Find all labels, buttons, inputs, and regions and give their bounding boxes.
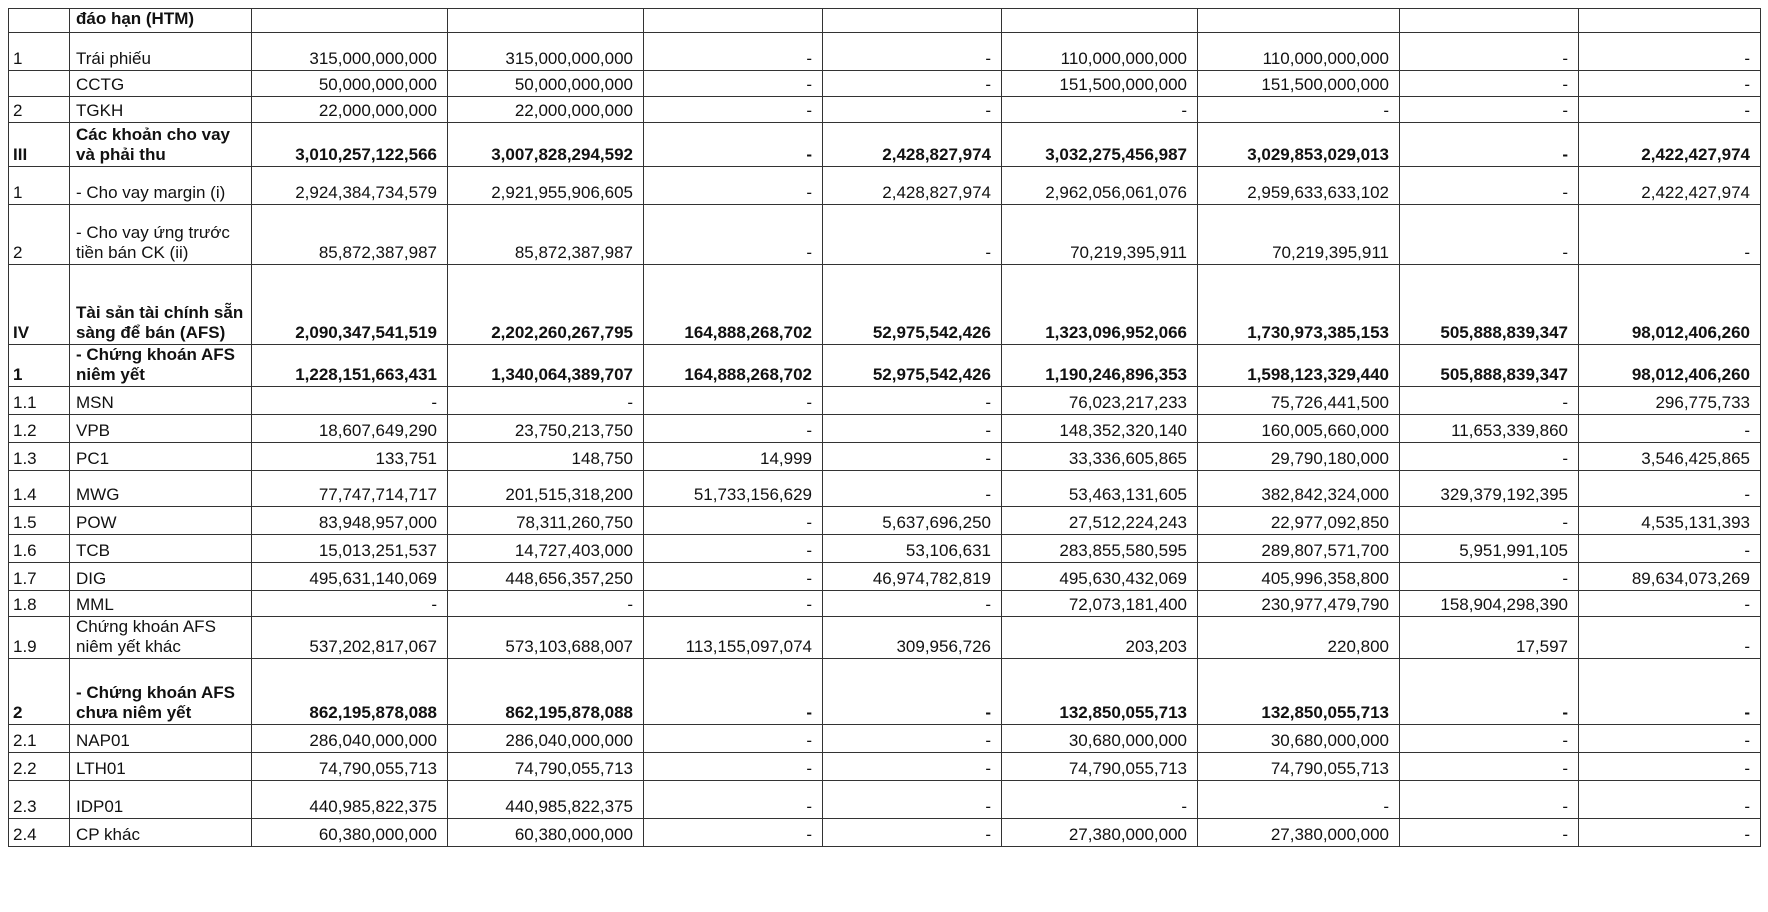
value-cell: 74,790,055,713 [1198,753,1400,781]
value-cell: - [823,753,1002,781]
row-label-cell: CP khác [70,819,252,847]
table-row [9,205,1761,265]
value-cell: 46,974,782,819 [823,563,1002,591]
value-cell: 74,790,055,713 [252,753,448,781]
value-cell: - [1400,819,1579,847]
value-cell: 1,730,973,385,153 [1198,265,1400,345]
value-cell: - [644,33,823,71]
value-cell: - [1400,387,1579,415]
value-cell: 220,800 [1198,617,1400,659]
value-cell: - [644,725,823,753]
value-cell: - [823,33,1002,71]
table-row [9,345,1761,387]
value-cell: 2,090,347,541,519 [252,265,448,345]
value-cell: 60,380,000,000 [448,819,644,847]
value-cell: 495,631,140,069 [252,563,448,591]
value-cell: - [644,167,823,205]
value-cell: - [823,443,1002,471]
value-cell: - [644,659,823,725]
value-cell: - [823,71,1002,97]
value-cell: 30,680,000,000 [1002,725,1198,753]
row-index-cell: 2.3 [9,781,70,819]
value-cell [1198,9,1400,33]
value-cell: 3,007,828,294,592 [448,123,644,167]
value-cell: 286,040,000,000 [252,725,448,753]
value-cell: 22,000,000,000 [448,97,644,123]
value-cell: 33,336,605,865 [1002,443,1198,471]
value-cell: - [823,659,1002,725]
value-cell: - [1400,443,1579,471]
value-cell: 132,850,055,713 [1198,659,1400,725]
value-cell: 2,428,827,974 [823,123,1002,167]
row-index-cell: 2 [9,97,70,123]
value-cell: 2,959,633,633,102 [1198,167,1400,205]
value-cell: - [1400,753,1579,781]
value-cell: 164,888,268,702 [644,345,823,387]
table-row [9,819,1761,847]
row-label-cell: TGKH [70,97,252,123]
value-cell: 22,000,000,000 [252,97,448,123]
value-cell: 440,985,822,375 [448,781,644,819]
value-cell: - [1400,167,1579,205]
financial-table-container [8,8,1761,847]
table-row [9,507,1761,535]
value-cell: - [1198,97,1400,123]
table-row [9,123,1761,167]
value-cell: - [1002,781,1198,819]
row-label-cell: - Chứng khoán AFS niêm yết [70,345,252,387]
value-cell: 27,512,224,243 [1002,507,1198,535]
value-cell: - [1579,617,1761,659]
value-cell: 315,000,000,000 [252,33,448,71]
value-cell: 70,219,395,911 [1002,205,1198,265]
value-cell: 110,000,000,000 [1002,33,1198,71]
value-cell: - [252,387,448,415]
value-cell: 77,747,714,717 [252,471,448,507]
value-cell: 98,012,406,260 [1579,345,1761,387]
table-row [9,9,1761,33]
row-label-cell: MML [70,591,252,617]
value-cell: - [644,781,823,819]
value-cell: - [1002,97,1198,123]
row-label-cell: - Chứng khoán AFS chưa niêm yết [70,659,252,725]
value-cell: 2,428,827,974 [823,167,1002,205]
value-cell: - [1579,471,1761,507]
value-cell: 74,790,055,713 [448,753,644,781]
value-cell [823,9,1002,33]
value-cell: 83,948,957,000 [252,507,448,535]
value-cell: 18,607,649,290 [252,415,448,443]
value-cell: - [1579,781,1761,819]
value-cell: - [1579,535,1761,563]
row-label-cell: POW [70,507,252,535]
table-row [9,33,1761,71]
row-index-cell: 1.8 [9,591,70,617]
value-cell: - [1400,33,1579,71]
row-index-cell: 1.2 [9,415,70,443]
row-index-cell [9,9,70,33]
value-cell: 1,323,096,952,066 [1002,265,1198,345]
value-cell: 148,352,320,140 [1002,415,1198,443]
value-cell: 51,733,156,629 [644,471,823,507]
value-cell: - [1400,725,1579,753]
row-label-cell: PC1 [70,443,252,471]
value-cell: 27,380,000,000 [1198,819,1400,847]
value-cell: - [1400,97,1579,123]
row-index-cell: 1.9 [9,617,70,659]
row-label-cell: Các khoản cho vay và phải thu [70,123,252,167]
value-cell [644,9,823,33]
row-index-cell: 1.1 [9,387,70,415]
value-cell: - [1579,205,1761,265]
value-cell: 382,842,324,000 [1198,471,1400,507]
value-cell: 151,500,000,000 [1002,71,1198,97]
value-cell: - [644,591,823,617]
table-row [9,535,1761,563]
value-cell: - [644,387,823,415]
value-cell: 1,190,246,896,353 [1002,345,1198,387]
value-cell: - [1579,33,1761,71]
value-cell: - [1579,753,1761,781]
value-cell: 5,951,991,105 [1400,535,1579,563]
value-cell: - [448,591,644,617]
value-cell: - [823,725,1002,753]
value-cell: 505,888,839,347 [1400,345,1579,387]
value-cell: 50,000,000,000 [448,71,644,97]
value-cell [448,9,644,33]
value-cell: - [1579,415,1761,443]
value-cell: 78,311,260,750 [448,507,644,535]
row-label-cell: đáo hạn (HTM) [70,9,252,33]
table-row [9,753,1761,781]
value-cell: 329,379,192,395 [1400,471,1579,507]
value-cell: - [1579,819,1761,847]
value-cell: - [823,97,1002,123]
value-cell: - [1400,659,1579,725]
value-cell: 75,726,441,500 [1198,387,1400,415]
value-cell: - [1400,781,1579,819]
value-cell: 164,888,268,702 [644,265,823,345]
row-label-cell: MSN [70,387,252,415]
row-index-cell: 1 [9,167,70,205]
row-label-cell: VPB [70,415,252,443]
value-cell: 201,515,318,200 [448,471,644,507]
value-cell: 495,630,432,069 [1002,563,1198,591]
row-label-cell: TCB [70,535,252,563]
row-index-cell: 2 [9,205,70,265]
value-cell: 53,463,131,605 [1002,471,1198,507]
row-index-cell: 1.6 [9,535,70,563]
value-cell: 76,023,217,233 [1002,387,1198,415]
row-label-cell: MWG [70,471,252,507]
value-cell: 3,029,853,029,013 [1198,123,1400,167]
row-index-cell: 1.7 [9,563,70,591]
value-cell: 440,985,822,375 [252,781,448,819]
value-cell: 3,546,425,865 [1579,443,1761,471]
value-cell: 15,013,251,537 [252,535,448,563]
value-cell: - [644,753,823,781]
value-cell: 89,634,073,269 [1579,563,1761,591]
row-label-cell: Tài sản tài chính sẵn sàng để bán (AFS) [70,265,252,345]
row-index-cell: 1.5 [9,507,70,535]
value-cell: 2,422,427,974 [1579,167,1761,205]
value-cell: 5,637,696,250 [823,507,1002,535]
value-cell: - [823,205,1002,265]
row-label-cell: - Cho vay ứng trước tiền bán CK (ii) [70,205,252,265]
value-cell: - [823,819,1002,847]
value-cell: - [644,535,823,563]
row-index-cell: 2.2 [9,753,70,781]
value-cell: - [1400,507,1579,535]
value-cell: 2,962,056,061,076 [1002,167,1198,205]
value-cell: 23,750,213,750 [448,415,644,443]
value-cell: 230,977,479,790 [1198,591,1400,617]
value-cell: - [1579,659,1761,725]
value-cell [1579,9,1761,33]
value-cell: 2,924,384,734,579 [252,167,448,205]
row-index-cell: 2.4 [9,819,70,847]
value-cell: 309,956,726 [823,617,1002,659]
value-cell: 573,103,688,007 [448,617,644,659]
value-cell: 1,228,151,663,431 [252,345,448,387]
value-cell: 151,500,000,000 [1198,71,1400,97]
value-cell: 289,807,571,700 [1198,535,1400,563]
value-cell: - [1198,781,1400,819]
row-label-cell: DIG [70,563,252,591]
value-cell: - [644,563,823,591]
value-cell: - [252,591,448,617]
value-cell: 862,195,878,088 [252,659,448,725]
value-cell: - [823,591,1002,617]
value-cell: 53,106,631 [823,535,1002,563]
value-cell: - [1579,97,1761,123]
value-cell: - [1400,563,1579,591]
value-cell: 505,888,839,347 [1400,265,1579,345]
value-cell: 70,219,395,911 [1198,205,1400,265]
value-cell: - [644,205,823,265]
value-cell: 50,000,000,000 [252,71,448,97]
value-cell: 110,000,000,000 [1198,33,1400,71]
value-cell: 85,872,387,987 [252,205,448,265]
value-cell: 52,975,542,426 [823,345,1002,387]
value-cell: 52,975,542,426 [823,265,1002,345]
row-index-cell: 2 [9,659,70,725]
value-cell: 14,727,403,000 [448,535,644,563]
value-cell: 3,010,257,122,566 [252,123,448,167]
value-cell: 30,680,000,000 [1198,725,1400,753]
row-label-cell: CCTG [70,71,252,97]
value-cell [1002,9,1198,33]
row-label-cell: - Cho vay margin (i) [70,167,252,205]
value-cell: - [1400,123,1579,167]
value-cell: - [1579,71,1761,97]
value-cell: 133,751 [252,443,448,471]
table-row [9,591,1761,617]
row-index-cell: III [9,123,70,167]
value-cell: 4,535,131,393 [1579,507,1761,535]
row-index-cell: 1 [9,345,70,387]
value-cell: - [823,781,1002,819]
row-label-cell: Trái phiếu [70,33,252,71]
table-row [9,659,1761,725]
value-cell: 98,012,406,260 [1579,265,1761,345]
value-cell: 60,380,000,000 [252,819,448,847]
financial-assets-table [8,8,1761,847]
table-row [9,71,1761,97]
table-row [9,167,1761,205]
row-index-cell: 1.3 [9,443,70,471]
row-index-cell: IV [9,265,70,345]
value-cell: - [644,415,823,443]
row-index-cell: 1.4 [9,471,70,507]
value-cell: 2,921,955,906,605 [448,167,644,205]
value-cell: 17,597 [1400,617,1579,659]
row-label-cell: LTH01 [70,753,252,781]
value-cell: 11,653,339,860 [1400,415,1579,443]
value-cell: 448,656,357,250 [448,563,644,591]
table-row [9,617,1761,659]
value-cell: 158,904,298,390 [1400,591,1579,617]
table-row [9,781,1761,819]
value-cell: 14,999 [644,443,823,471]
value-cell: - [1400,71,1579,97]
value-cell: 203,203 [1002,617,1198,659]
value-cell: 315,000,000,000 [448,33,644,71]
value-cell: - [644,819,823,847]
value-cell: - [1400,205,1579,265]
value-cell: 22,977,092,850 [1198,507,1400,535]
value-cell: 132,850,055,713 [1002,659,1198,725]
value-cell: - [644,507,823,535]
value-cell [1400,9,1579,33]
value-cell: - [644,123,823,167]
value-cell: 862,195,878,088 [448,659,644,725]
value-cell: 72,073,181,400 [1002,591,1198,617]
value-cell: - [1579,725,1761,753]
value-cell: 2,202,260,267,795 [448,265,644,345]
value-cell: 160,005,660,000 [1198,415,1400,443]
value-cell: - [823,471,1002,507]
value-cell: 29,790,180,000 [1198,443,1400,471]
table-row [9,563,1761,591]
value-cell: 1,340,064,389,707 [448,345,644,387]
table-row [9,265,1761,345]
value-cell: 296,775,733 [1579,387,1761,415]
value-cell: 1,598,123,329,440 [1198,345,1400,387]
row-index-cell [9,71,70,97]
value-cell: 148,750 [448,443,644,471]
value-cell: 27,380,000,000 [1002,819,1198,847]
row-label-cell: NAP01 [70,725,252,753]
value-cell: 85,872,387,987 [448,205,644,265]
value-cell: 2,422,427,974 [1579,123,1761,167]
value-cell: 537,202,817,067 [252,617,448,659]
value-cell: 113,155,097,074 [644,617,823,659]
table-row [9,443,1761,471]
table-row [9,415,1761,443]
value-cell: 283,855,580,595 [1002,535,1198,563]
table-row [9,387,1761,415]
table-row [9,97,1761,123]
value-cell: - [823,387,1002,415]
value-cell: - [644,71,823,97]
value-cell: 3,032,275,456,987 [1002,123,1198,167]
row-index-cell: 1 [9,33,70,71]
value-cell: 286,040,000,000 [448,725,644,753]
table-row [9,725,1761,753]
table-body [9,9,1761,847]
row-index-cell: 2.1 [9,725,70,753]
value-cell: - [448,387,644,415]
value-cell: - [823,415,1002,443]
value-cell: 74,790,055,713 [1002,753,1198,781]
value-cell: - [1579,591,1761,617]
row-label-cell: IDP01 [70,781,252,819]
value-cell [252,9,448,33]
value-cell: 405,996,358,800 [1198,563,1400,591]
table-row [9,471,1761,507]
value-cell: - [644,97,823,123]
row-label-cell: Chứng khoán AFS niêm yết khác [70,617,252,659]
